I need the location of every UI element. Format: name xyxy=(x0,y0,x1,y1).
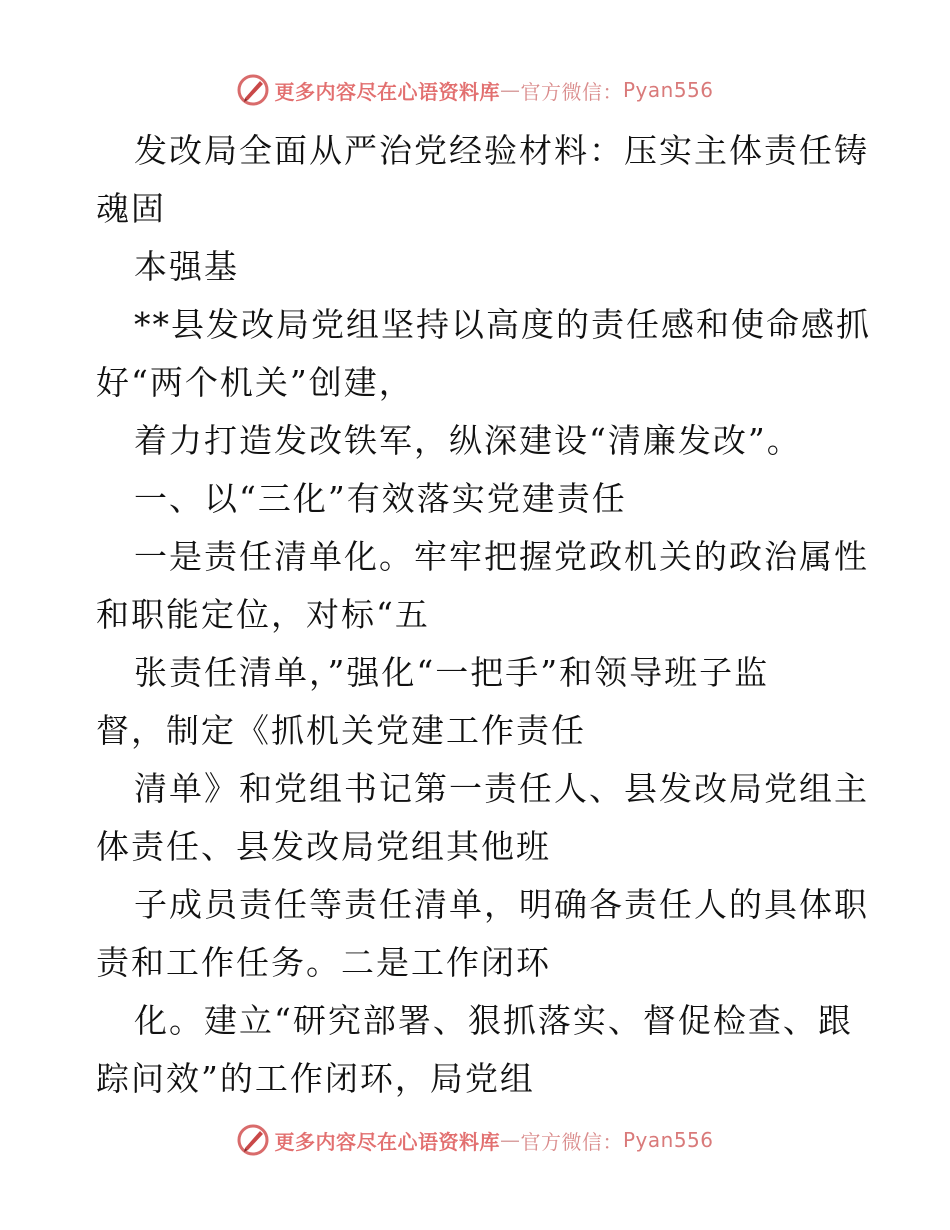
paragraph-line: 着力打造发改铁军，纵深建设“清廉发改”。 xyxy=(134,421,802,460)
paragraph-line: 体责任、县发改局党组其他班 xyxy=(96,827,551,866)
quill-logo-icon xyxy=(236,1123,270,1157)
title-line-3: 本强基 xyxy=(134,247,239,286)
paragraph-line: **县发改局党组坚持以高度的责任感和使命感抓 xyxy=(134,305,871,344)
paragraph-line: 张责任清单，”强化“一把手”和领导班子监 xyxy=(134,653,770,692)
paragraph-line: 化。建立“研究部署、狠抓落实、督促检查、跟 xyxy=(134,1001,853,1040)
paragraph-line: 一是责任清单化。牢牢把握党政机关的政治属性 xyxy=(134,537,869,576)
watermark-sub-text: 官方微信： xyxy=(520,1129,623,1154)
paragraph-line: 子成员责任等责任清单，明确各责任人的具体职 xyxy=(134,885,869,924)
quill-logo-icon xyxy=(236,73,270,107)
title-line-1: 发改局全面从严治党经验材料：压实主体责任铸 xyxy=(134,131,869,170)
section-heading: 一、以“三化”有效落实党建责任 xyxy=(134,479,627,518)
watermark-dash: — xyxy=(499,78,521,102)
paragraph-line: 和职能定位，对标“五 xyxy=(96,595,430,634)
watermark-wechat-id: Pyan556 xyxy=(622,78,714,102)
paragraph-line: 责和工作任务。二是工作闭环 xyxy=(96,943,551,982)
watermark-main-text: 更多内容尽在心语资料库 xyxy=(274,1129,500,1154)
paragraph-line: 好“两个机关”创建， xyxy=(96,363,414,402)
header-watermark xyxy=(0,70,950,110)
paragraph-line: 踪问效”的工作闭环，局党组 xyxy=(96,1059,535,1098)
title-line-2: 魂固 xyxy=(96,189,166,228)
footer-watermark xyxy=(0,1120,950,1160)
watermark-wechat-id: Pyan556 xyxy=(622,1128,714,1152)
document-body xyxy=(96,122,871,1108)
watermark-sub-text: 官方微信： xyxy=(520,79,623,104)
watermark-main-text: 更多内容尽在心语资料库 xyxy=(274,79,500,104)
paragraph-line: 督，制定《抓机关党建工作责任 xyxy=(96,711,586,750)
watermark-dash: — xyxy=(499,1128,521,1152)
paragraph-line: 清单》和党组书记第一责任人、县发改局党组主 xyxy=(134,769,869,808)
watermark xyxy=(236,73,713,107)
watermark xyxy=(236,1123,713,1157)
